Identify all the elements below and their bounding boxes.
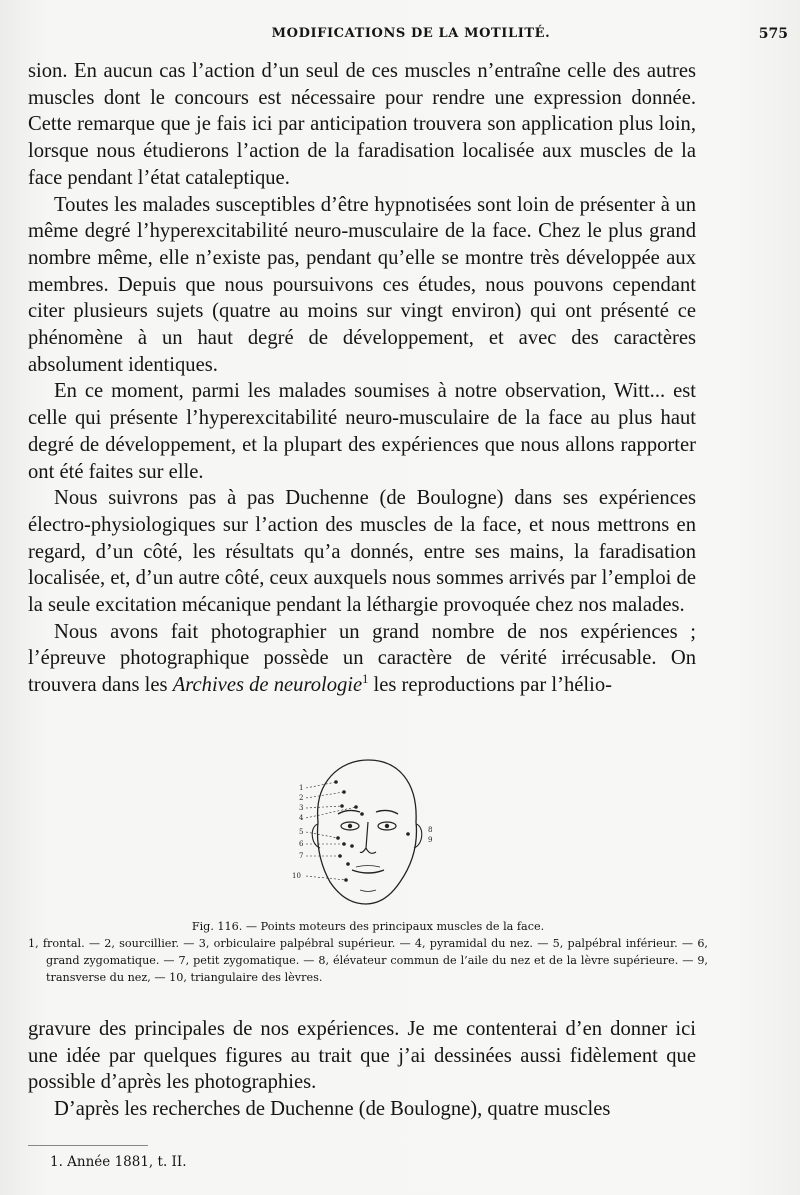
point-label: 1	[299, 784, 304, 792]
paragraph: En ce moment, parmi les malades soumises à notre observation, Witt... est celle qui présente l’hyperexcitabilité neuro-musculaire de la face au plus haut degré de développement, et la plupart des expériences que nous allons rapporter ont été faites sur elle.	[28, 380, 696, 483]
paragraph-text: les reproductions par l’hélio-	[368, 674, 612, 697]
page-header	[28, 26, 794, 50]
caption-title: Fig. 116. — Points moteurs des principaux muscles de la face.	[191, 920, 545, 933]
face-motor-points-figure	[290, 752, 440, 912]
caption-legend: 1, frontal. — 2, sourcillier. — 3, orbiculaire palpébral supérieur. — 4, pyramidal du nez. — 5, palpébral inférieur. — 6, grand zygomatique. — 7, petit zygomatique. — 8, élévateur commun de l’aile du nez et de la lèvre supérieure. — 9, transverse du nez, — 10, triangulaire des lèvres.	[28, 937, 708, 984]
footnote-marker: 1	[362, 672, 369, 687]
point-label: 4	[299, 814, 304, 822]
paragraph: gravure des principales de nos expériences. Je me contenterai d’en donner ici une idée par quelques figures au trait que j’ai dessinées aussi fidèlement que possible d’après les photographies.	[28, 1018, 696, 1094]
paragraph-text: On trouvera dans les	[28, 647, 696, 697]
main-text-top	[28, 58, 696, 699]
footnote-rule	[28, 1145, 148, 1146]
paragraph: sion. En aucun cas l’action d’un seul de ces muscles n’entraîne celle des autres muscles dont le concours est nécessaire pour rendre une expression donnée. Cette remarque que je fais ici par anticipation trouvera son application plus loin, lorsque nous étudierons l’action de la faradisation localisée aux muscles de la face pendant l’état cataleptique.	[28, 60, 696, 189]
paragraph-text: Nous avons fait photographier un grand nombre de nos expériences ; l’épreuve photographique possède un caractère de vérité irrécusable.	[28, 620, 696, 670]
face-illustration	[290, 752, 440, 912]
paragraph: D’après les recherches de Duchenne (de Boulogne), quatre muscles	[54, 1098, 611, 1121]
main-text-bottom	[28, 1016, 696, 1123]
running-head: MODIFICATIONS DE LA MOTILITÉ.	[271, 26, 551, 41]
point-label: 3	[299, 804, 304, 812]
paragraph: Toutes les malades susceptibles d’être hypnotisées sont loin de présenter à un même degré l’hyperexcitabilité neuro-musculaire de la face. Chez le plus grand nombre même, elle n’existe pas, pendant qu’elle se montre très développée aux membres. Depuis que nous poursuivons ces études, nous pouvons cependant citer plusieurs sujets (quatre au moins sur vingt environ) qui ont présenté ce phénomène à un haut degré de développement, et avec des caractères absolument identiques.	[28, 193, 696, 376]
motor-points	[334, 780, 410, 882]
point-label: 10	[292, 872, 301, 880]
journal-title: Archives de neurologie	[172, 674, 363, 697]
point-label: 6	[299, 840, 304, 848]
paragraph	[28, 619, 696, 699]
point-label: 9	[428, 836, 433, 844]
footnote: 1. Année 1881, t. II.	[50, 1154, 187, 1170]
page-number: 575	[758, 26, 788, 42]
point-label: 8	[428, 826, 433, 834]
figure-caption	[28, 918, 708, 986]
point-label: 2	[299, 794, 304, 802]
point-label: 5	[299, 828, 304, 836]
paragraph: Nous suivrons pas à pas Duchenne (de Boulogne) dans ses expériences électro-physiologiques sur l’action des muscles de la face, et nous mettrons en regard, d’un côté, les résultats qu’a donnés, entre ses mains, la faradisation localisée, et, d’un autre côté, ceux auxquels nous sommes arrivés par l’emploi de la seule excitation mécanique pendant la léthargie provoquée chez nos malades.	[28, 487, 696, 617]
point-label: 7	[299, 852, 304, 860]
